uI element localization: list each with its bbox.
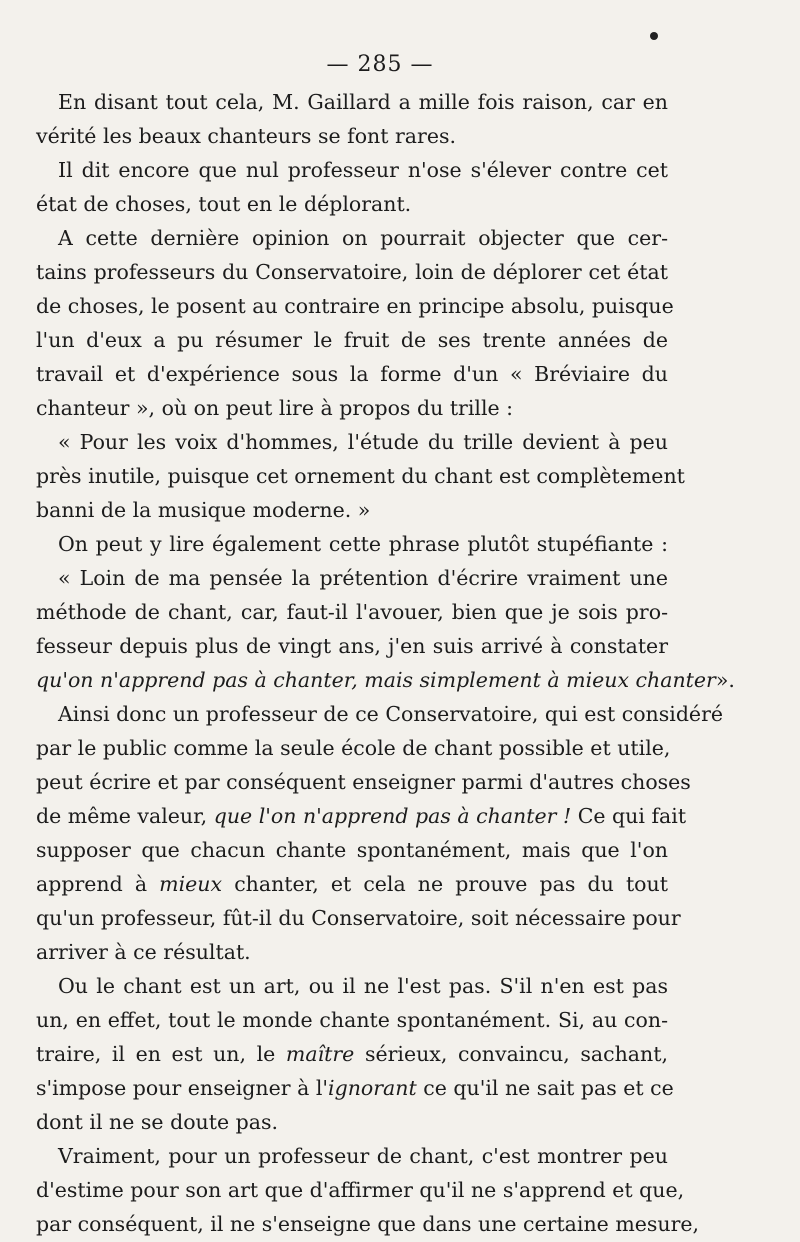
quote-line: méthode de chant, car, faut-il l'avouer, bien que je sois pro- (36, 600, 668, 624)
quote-line: près inutile, puisque cet ornement du chant est complètement (36, 464, 685, 488)
text-segment: chanter, et cela ne prouve pas du tout (234, 872, 668, 896)
text-line: chanteur », où on peut lire à propos du trille : (36, 396, 514, 420)
text-line: un, en effet, tout le monde chante spontanément. Si, au con- (36, 1008, 668, 1032)
italic-text: ignorant (328, 1076, 417, 1100)
text-line: Ou le chant est un art, ou il ne l'est pas. S'il n'en est pas (58, 974, 668, 998)
text-line-mixed (36, 867, 668, 901)
text-line: dont il ne se doute pas. (36, 1110, 279, 1134)
text-line: d'estime pour son art que d'affirmer qu'il ne s'apprend et que, (36, 1178, 685, 1202)
text-line: travail et d'expérience sous la forme d'un « Bréviaire du (36, 362, 668, 386)
text-line: par le public comme la seule école de chant possible et utile, (36, 736, 671, 760)
text-line: tains professeurs du Conservatoire, loin de déplorer cet état (36, 260, 668, 284)
text-line: supposer que chacun chante spontanément, mais que l'on (36, 838, 668, 862)
quote-close: ». (715, 668, 735, 692)
quote-line: fesseur depuis plus de vingt ans, j'en suis arrivé à constater (36, 634, 668, 658)
text-segment: sérieux, convaincu, sachant, (364, 1042, 668, 1066)
text-segment: Ce qui fait (577, 804, 687, 828)
italic-text: maître (285, 1042, 355, 1066)
text-line: peut écrire et par conséquent enseigner parmi d'autres choses (36, 770, 691, 794)
quote-line-italic (36, 663, 735, 697)
text-segment: apprend à (36, 872, 148, 896)
text-line-mixed (36, 799, 687, 833)
text-line-mixed (36, 1071, 674, 1105)
text-line: Il dit encore que nul professeur n'ose s'élever contre cet (58, 158, 668, 182)
text-line: vérité les beaux chanteurs se font rares. (36, 124, 456, 148)
text-line: A cette dernière opinion on pourrait objecter que cer- (58, 226, 668, 250)
text-line: état de choses, tout en le déplorant. (36, 192, 412, 216)
text-segment: s'impose pour enseigner à l' (36, 1076, 329, 1100)
text-line: On peut y lire également cette phrase plutôt stupéfiante : (58, 532, 668, 556)
text-line: Ainsi donc un professeur de ce Conservatoire, qui est considéré (58, 702, 723, 726)
text-line: qu'un professeur, fût-il du Conservatoire, soit nécessaire pour (36, 906, 681, 930)
text-segment: de même valeur, (36, 804, 208, 828)
quote-line: « Pour les voix d'hommes, l'étude du trille devient à peu (58, 430, 668, 454)
book-page (36, 52, 735, 1241)
italic-text: mieux (159, 872, 223, 896)
italic-text: qu'on n'apprend pas à chanter, mais simplement à mieux chanter (36, 668, 716, 692)
italic-text: que l'on n'apprend pas à chanter ! (213, 804, 572, 828)
page-number: — 285 — (326, 52, 434, 77)
text-line: par conséquent, il ne s'enseigne que dans une certaine mesure, (36, 1212, 700, 1236)
text-segment: ce qu'il ne sait pas et ce (423, 1076, 674, 1100)
text-line: l'un d'eux a pu résumer le fruit de ses trente années de (36, 328, 668, 352)
text-line: arriver à ce résultat. (36, 940, 251, 964)
quote-line: banni de la musique moderne. » (36, 498, 371, 522)
quote-line: « Loin de ma pensée la prétention d'écrire vraiment une (58, 566, 668, 590)
text-line: Vraiment, pour un professeur de chant, c'est montrer peu (58, 1144, 668, 1168)
text-line-mixed (36, 1037, 668, 1071)
ink-dot (650, 32, 658, 40)
text-segment: traire, il en est un, le (36, 1042, 276, 1066)
text-line: de choses, le posent au contraire en principe absolu, puisque (36, 294, 674, 318)
text-line: En disant tout cela, M. Gaillard a mille fois raison, car en (58, 90, 668, 114)
